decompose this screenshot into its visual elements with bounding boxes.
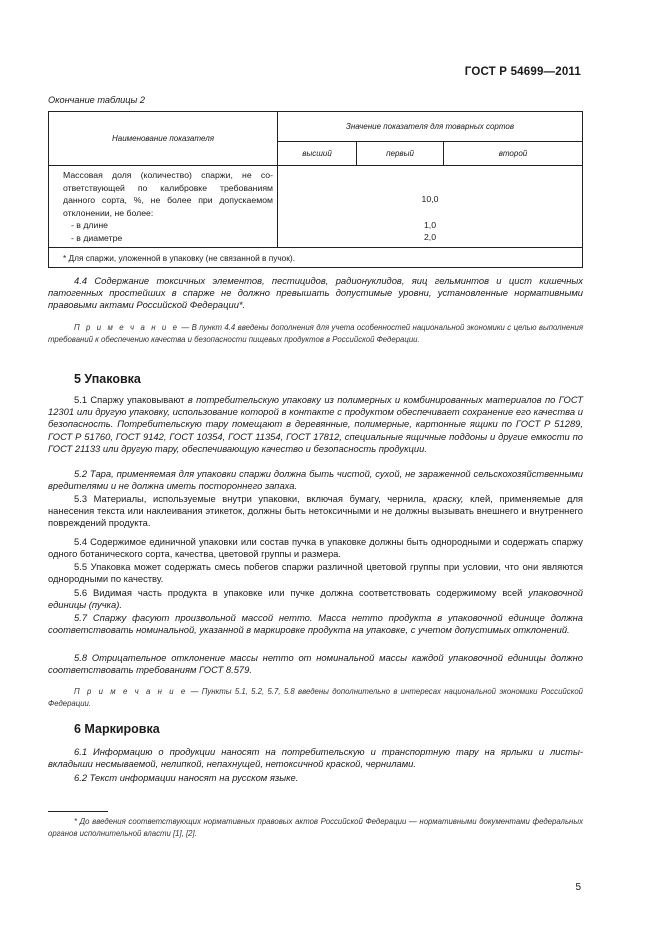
section-6-title: 6 Маркировка <box>74 722 160 736</box>
indicator-cell <box>49 166 278 248</box>
note-text: — В пункт 4.4 введены дополнения для учета особенностей национальной экономики с целью выполнения требований к обеспечению качества и безопасности пищевых продуктов в Российской Федерации. <box>48 323 583 344</box>
column-header-values: Значение показателя для товарных сортов <box>278 112 583 142</box>
clause-5-5: 5.5 Упаковка может содержать смесь побегов спаржи различной цветовой группы при условии, что они являются однородными по качеству. <box>48 561 583 585</box>
indicator-line: - в длине <box>71 220 108 230</box>
clause-5-6 <box>48 587 583 611</box>
indicator-line: ответствующей по калибровке требованиям <box>63 182 273 193</box>
clause-5-1 <box>48 394 583 455</box>
clause-5-3-italic: краску, <box>432 493 464 504</box>
document-code: ГОСТ Р 54699—2011 <box>464 66 581 78</box>
indicator-line: данного сорта, %, не более при допускаемом <box>63 195 273 205</box>
indicator-line: Массовая доля (количество) спаржи, не со- <box>63 170 273 180</box>
grade-header-second: второй <box>444 142 583 166</box>
grade-header-first: первый <box>357 142 444 166</box>
note-text: — Пункты 5.1, 5.2, 5.7, 5.8 введены дополнительно в интересах национальной экономики Российской Федерации. <box>48 687 583 708</box>
footnote: * До введения соответствующих нормативных правовых актов Российской Федерации — нормативными документами федеральных органов исполнительной власти [1], [2]. <box>48 817 583 838</box>
value-diameter: 2,0 <box>423 232 437 242</box>
footnote-divider <box>48 811 108 812</box>
section-5-title: 5 Упаковка <box>74 372 141 386</box>
clause-5-6-end: упаковочной единицы (пучка). <box>48 587 583 611</box>
clause-5-1-rest: в потребительскую упаковку из полимерных и комбинированных материалов по ГОСТ 12301 или другую упаковку, использование которой в контакте с продуктом обеспечивает сохранение его качества и безопасность. Потребительскую тару помещают в деревянные, полимерные, картонные ящики по ГОСТ Р 51289, ГОСТ Р 51760, ГОСТ 9142, ГОСТ 10354, ГОСТ 11354, ГОСТ 17812, специальные ящичные поддоны и другие емкости по ГОСТ 21133 или другую тару, обеспечивающую качество и безопасность продукции. <box>48 394 584 454</box>
grade-header-premium: высший <box>278 142 357 166</box>
value-length: 1,0 <box>423 219 437 230</box>
indicator-line: отклонении, не более: <box>63 207 154 218</box>
table-continuation-label: Окончание таблицы 2 <box>48 95 145 105</box>
page-number: 5 <box>575 882 581 893</box>
clause-5-4: 5.4 Содержимое единичной упаковки или состав пучка в упаковке должны быть однородными и содержать спаржу одного ботанического сорта, качества, цветовой группы и размера. <box>48 536 583 560</box>
values-cell <box>278 166 583 248</box>
indicator-line: - в диаметре <box>71 232 123 243</box>
note-label: П р и м е ч а н и е <box>74 687 188 696</box>
table-note: * Для спаржи, уложенной в упаковку (не связанной в пучок). <box>49 248 583 268</box>
clause-5-3-start: 5.3 Материалы, используемые внутри упаковки, включая бумагу, чернила, <box>74 493 433 504</box>
value-total: 10,0 <box>421 194 439 204</box>
note-label: П р и м е ч а н и е <box>74 323 180 332</box>
clause-5-3 <box>48 493 583 530</box>
clause-5-2: 5.2 Тара, применяемая для упаковки спаржи должна быть чистой, сухой, не зараженной сельскохозяйственными вредителями и не должна иметь постороннего запаха. <box>48 468 583 492</box>
column-header-indicator: Наименование показателя <box>49 112 278 166</box>
clause-5-8: 5.8 Отрицательное отклонение массы нетто от номинальной массы каждой упаковочной единицы должно соответствовать требованиям ГОСТ 8.579. <box>48 652 583 676</box>
clause-4-4: 4.4 Содержание токсичных элементов, пестицидов, радионуклидов, яиц гельминтов и цист кишечных патогенных простейших в спарже не должно превышать допустимые уровни, установленные нормативными правовыми актами Российской Федерации*. <box>48 275 583 311</box>
clause-5-6-start: 5.6 Видимая часть продукта в упаковке или пучке должна соответствовать содержимому всей <box>74 587 529 598</box>
clause-6-2: 6.2 Текст информации наносят на русском языке. <box>74 772 299 783</box>
clause-5-3-end: клей, применяемые для нанесения текста или наклеивания этикеток, должны быть нетоксичными и не должны вызывать внешнего и внутреннего повреждений продукта. <box>48 493 583 529</box>
clause-6-1: 6.1 Информацию о продукции наносят на потребительскую и транспортную тару на ярлыки и листы-вкладыши несмываемой, нелипкой, непахнущей, нетоксичной краской, чернилами. <box>48 746 583 770</box>
indicator-table <box>48 111 583 268</box>
note-4-4 <box>48 322 583 345</box>
note-5 <box>48 686 583 709</box>
clause-5-7: 5.7 Спаржу фасуют произвольной массой нетто. Масса нетто продукта в упаковочной единице должна соответствовать номинальной, указанной в маркировке продукта на упаковке, с учетом допустимых отклонений. <box>48 612 583 636</box>
clause-5-1-start: 5.1 Спаржу упаковывают <box>74 394 188 405</box>
